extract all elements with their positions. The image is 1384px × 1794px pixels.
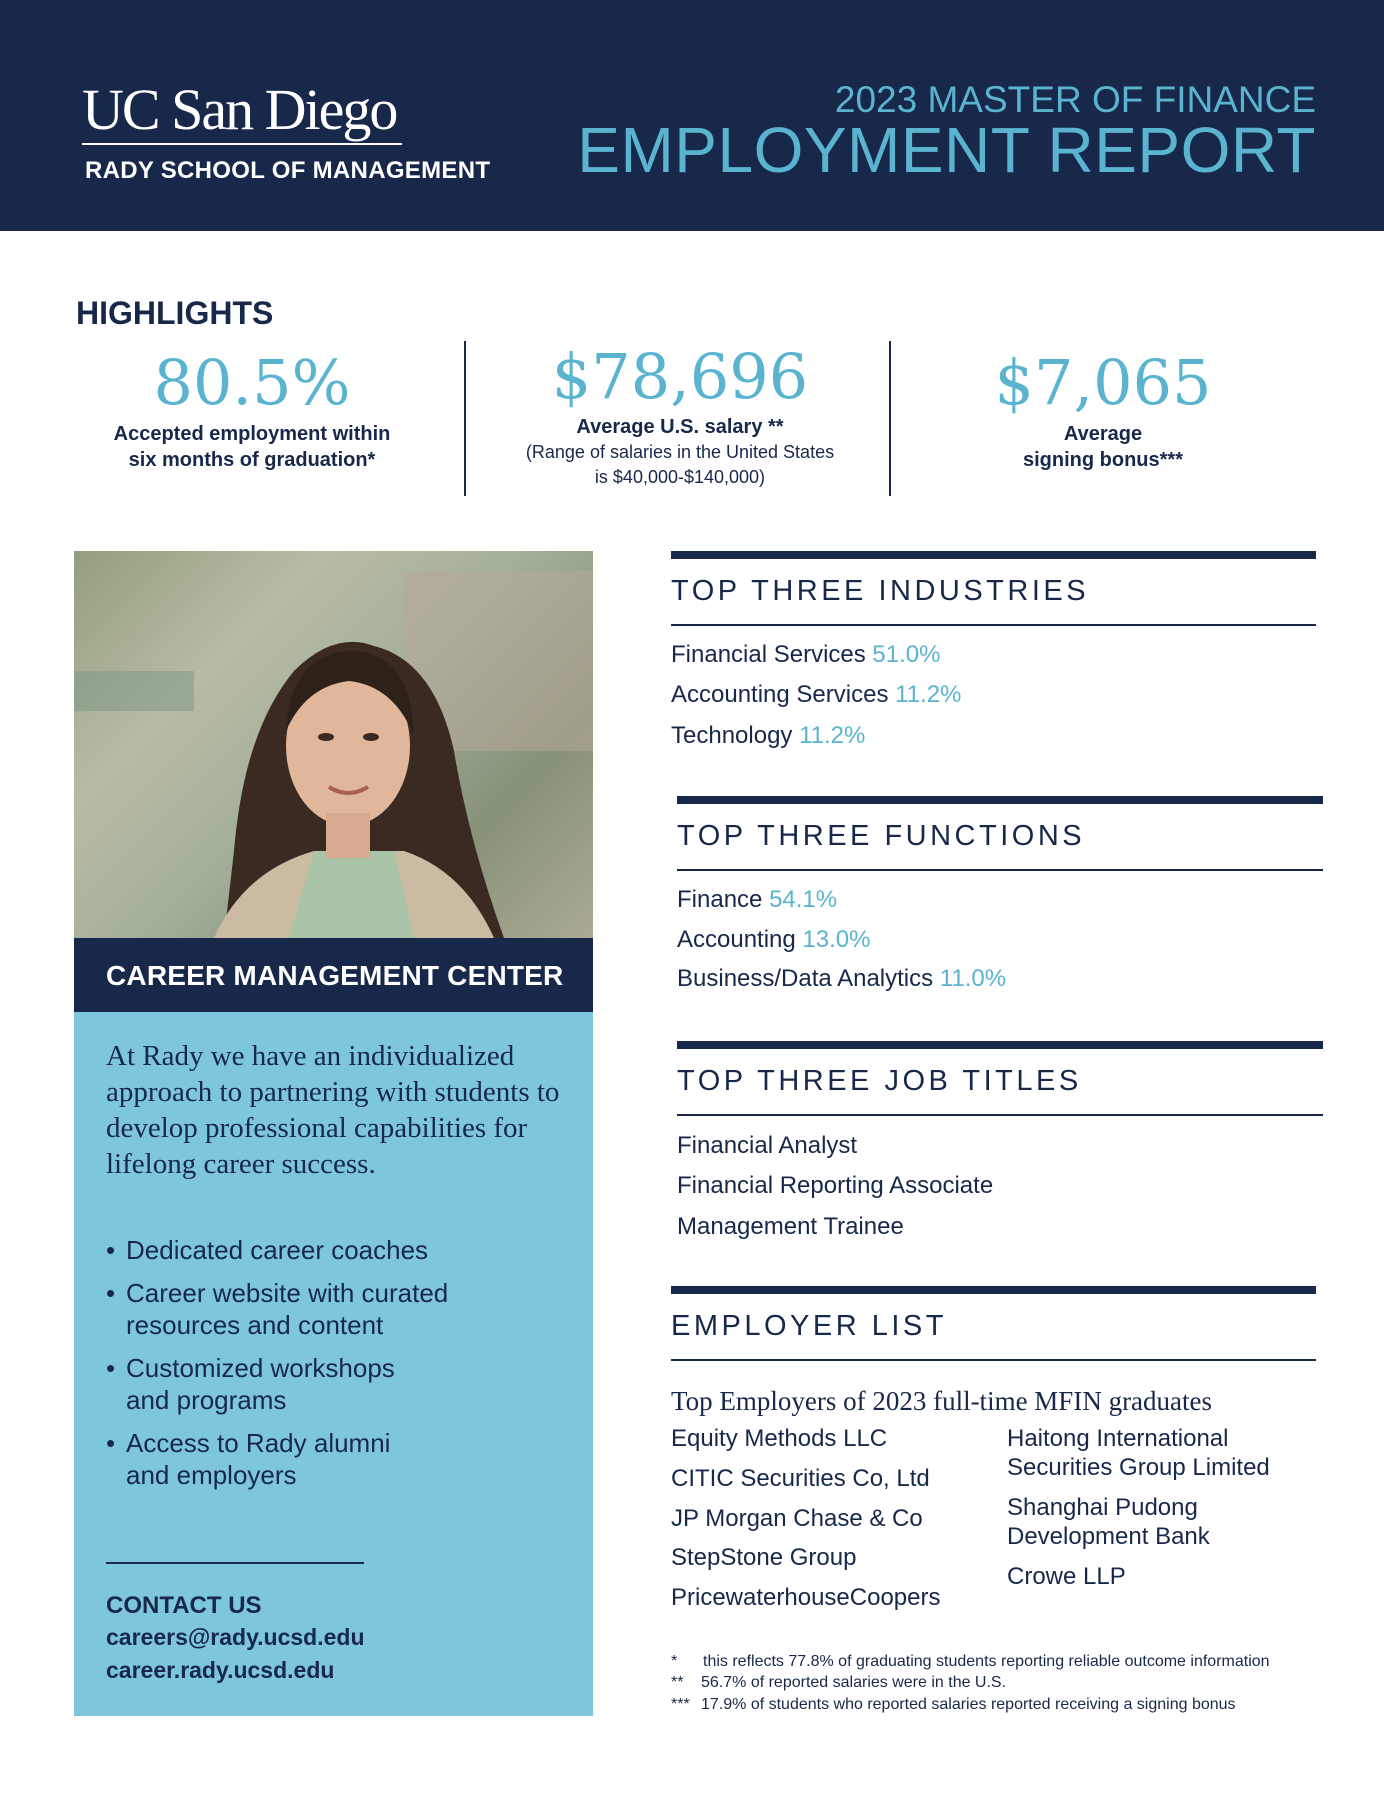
footnote-text: 56.7% of reported salaries were in the U.S. [701,1674,1007,1691]
employer-line: Shanghai Pudong [1007,1494,1198,1521]
industries-title: TOP THREE INDUSTRIES [671,575,1090,607]
rady-school-name: RADY SCHOOL OF MANAGEMENT [85,157,491,184]
section-rule [671,1359,1316,1361]
benefit-line: and employers [126,1460,297,1490]
employment-label-1: Accepted employment within [113,423,391,445]
benefit-line: Customized workshops [126,1353,395,1383]
job-title-item: Financial Analyst [677,1132,858,1159]
header-banner [0,0,1384,231]
industry-name: Financial Services [671,641,866,668]
bonus-stat [930,345,1276,473]
salary-stat [490,340,870,490]
benefit-item [106,1234,566,1266]
benefit-item [106,1352,566,1416]
footnote-text: this reflects 77.8% of graduating students reporting reliable outcome information [703,1653,1270,1670]
average-salary: $78,696 [551,340,809,413]
benefit-line: Access to Rady alumni [126,1428,391,1458]
career-center-panel [74,1012,593,1716]
highlight-divider [464,341,466,496]
functions-title: TOP THREE FUNCTIONS [677,820,1086,852]
section-rule [671,624,1316,626]
industry-item [671,681,961,709]
function-pct: 13.0% [802,926,871,953]
function-pct: 54.1% [769,886,838,913]
report-title: EMPLOYMENT REPORT [577,114,1316,186]
employer-item: Equity Methods LLC [671,1425,888,1452]
student-portrait-photo [74,551,593,938]
function-name: Accounting [677,926,796,953]
function-pct: 11.0% [939,965,1007,992]
section-rule [677,869,1323,871]
section-bar [671,1286,1316,1294]
employment-stat [80,345,424,473]
footnote [671,1674,1006,1692]
career-benefits-list [106,1234,566,1502]
benefit-item [106,1277,566,1341]
employer-item: PricewaterhouseCoopers [671,1584,941,1611]
benefit-line: and programs [126,1385,287,1415]
employer-line: Securities Group Limited [1007,1454,1270,1481]
footnote [671,1696,1236,1714]
footnote-mark: ** [671,1674,684,1691]
portrait-illustration [74,551,593,938]
report-year: 2023 MASTER OF FINANCE [834,79,1316,120]
employer-list-subtitle: Top Employers of 2023 full-time MFIN graduates [671,1386,1213,1416]
employment-label-2: six months of graduation* [128,449,376,471]
industry-name: Accounting Services [671,681,889,708]
logo-rule [82,143,402,145]
industry-pct: 11.2% [799,722,866,749]
industry-pct: 11.2% [895,681,962,708]
employer-list-title: EMPLOYER LIST [671,1310,947,1342]
section-bar [677,1041,1323,1049]
employer-item [1007,1493,1210,1551]
employer-item: CITIC Securities Co, Ltd [671,1465,930,1492]
functions-section [677,796,1323,1016]
industries-section [671,551,1316,771]
salary-label: Average U.S. salary ** [576,416,784,438]
contact-divider [106,1562,364,1564]
section-bar [677,796,1323,804]
footnote-mark: * [671,1653,678,1670]
section-rule [677,1114,1323,1116]
industry-item [671,641,940,669]
footnote-text: 17.9% of students who reported salaries reported receiving a signing bonus [701,1696,1236,1713]
employer-item: Crowe LLP [1007,1563,1126,1590]
bonus-label-1: Average [1063,423,1143,445]
salary-range-1: (Range of salaries in the United States [525,442,835,462]
footnote-mark: *** [671,1696,690,1713]
job-title-item: Management Trainee [677,1213,904,1240]
function-name: Business/Data Analytics [677,965,934,992]
industry-item [671,722,865,750]
employer-list-section [671,1286,1316,1626]
contact-website-link[interactable]: career.rady.ucsd.edu [106,1657,335,1683]
benefit-line: Dedicated career coaches [126,1235,429,1265]
employer-item: StepStone Group [671,1544,857,1571]
employment-rate: 80.5% [153,346,351,419]
industry-name: Technology [671,722,793,749]
employer-item [1007,1424,1270,1482]
uc-san-diego-logo: UC San Diego [82,77,397,142]
salary-range-2: is $40,000-$140,000) [594,467,766,487]
contact-email-link[interactable]: careers@rady.ucsd.edu [106,1624,365,1650]
career-center-header [74,938,593,1012]
job-titles-section [677,1041,1323,1261]
employer-line: Development Bank [1007,1523,1210,1550]
career-center-title: CAREER MANAGEMENT CENTER [106,960,564,991]
job-titles-title: TOP THREE JOB TITLES [677,1065,1082,1097]
benefit-line: resources and content [126,1310,384,1340]
function-name: Finance [677,886,763,913]
benefit-line: Career website with curated [126,1278,449,1308]
bonus-label-2: signing bonus*** [1023,449,1183,471]
function-item [677,965,1006,993]
highlight-divider [889,341,891,496]
benefit-item [106,1427,566,1491]
function-item [677,926,870,954]
section-bar [671,551,1316,559]
employer-item: JP Morgan Chase & Co [671,1505,923,1532]
contact-title: CONTACT US [106,1592,262,1619]
job-title-item: Financial Reporting Associate [677,1172,994,1199]
signing-bonus: $7,065 [994,346,1212,419]
industry-pct: 51.0% [872,641,941,668]
employer-line: Haitong International [1007,1425,1229,1452]
function-item [677,886,837,914]
footnote [671,1653,1270,1671]
highlights-title: HIGHLIGHTS [76,295,274,331]
career-center-intro: At Rady we have an individualized approach to partnering with students to develop professional capabilities for lifelong career success. [106,1040,560,1180]
